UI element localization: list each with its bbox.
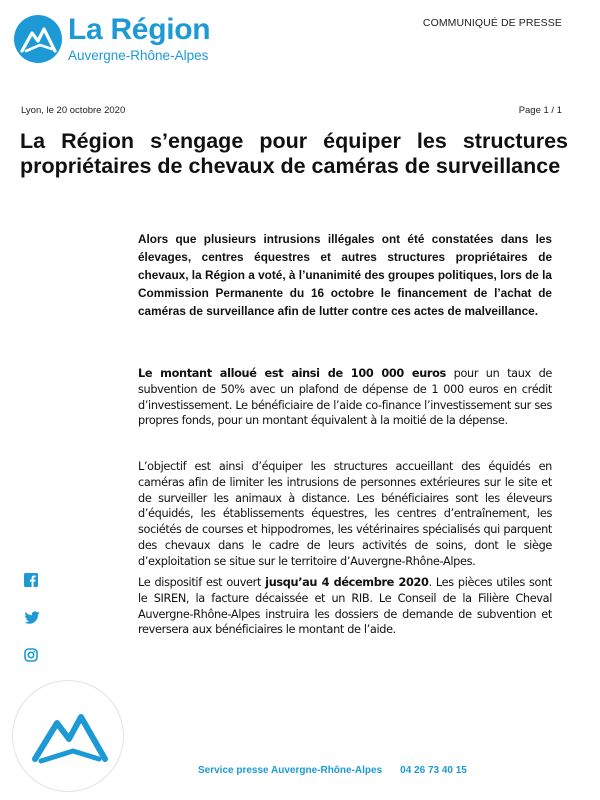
paragraph-objective: L’objectif est ainsi d’équiper les structures accueillant des équidés en caméras afin de limiter les intrusions de personnes extérieures sur le site et de surveiller les animaux à distance. Les bénéficiaires sont les éleveurs d’équidés, les établissements équestres, les centres d’entraînement, les sociétés de courses et hippodromes, les vétérinaires spécialisés qui parquent des chevaux dans le cadre de leurs activités de soins, dont le siège d’exploitation se situe sur le territoire d’Auvergne-Rhône-Alpes. <box>138 460 552 568</box>
document-type: COMMUNIQUÉ DE PRESSE <box>422 17 562 29</box>
paragraph-deadline <box>138 575 552 638</box>
paragraph-funding <box>138 366 552 429</box>
lead-paragraph: Alors que plusieurs intrusions illégales ont été constatées dans les élevages, centres équestres et autres structures propriétaires de chevaux, la Région a voté, à l’unanimité des groupes politiques, lors de la Commission Permanente du 16 octobre le financement de l’achat de caméras de surveillance afin de lutter contre ces actes de malveillance. <box>138 232 552 318</box>
twitter-icon[interactable] <box>24 611 40 630</box>
press-service-label: Service presse Auvergne-Rhône-Alpes <box>198 765 383 776</box>
logo-subtitle: Auvergne-Rhône-Alpes <box>68 48 209 64</box>
logo-title: La Région <box>68 13 211 47</box>
press-phone-number[interactable]: 04 26 73 40 15 <box>400 765 467 776</box>
region-logo-mark-icon <box>14 15 62 63</box>
document-date: Lyon, le 20 octobre 2020 <box>21 105 126 116</box>
deadline-details-text: . Les pièces utiles sont le SIREN, la facture décaissée et un RIB. Le Conseil de la Filière Cheval Auvergne-Rhône-Alpes instruira les dossiers de demande de subvention et reversera aux bénéficiaires le montant de l’aide. <box>138 576 553 637</box>
deadline-date-text: jusqu’au 4 décembre 2020 <box>265 576 429 589</box>
page-number: Page 1 / 1 <box>518 105 562 116</box>
funding-details-text: pour un taux de subvention de 50% avec un plafond de dépense de 1 000 euros en crédit d’investissement. Le bénéficiaire de l’aide co-finance l’investissement sur ses propres fonds, pour un montant équivalent à la moitié de la dépense. <box>138 367 552 428</box>
page-title: La Région s’engage pour équiper les structures propriétaires de chevaux de caméras de surveillance <box>20 129 568 178</box>
facebook-icon[interactable] <box>24 573 38 592</box>
funding-amount-text: Le montant alloué est ainsi de 100 000 euros <box>138 367 446 380</box>
region-emblem-icon <box>12 680 124 792</box>
press-contact-footer <box>198 765 467 776</box>
deadline-intro-text: Le dispositif est ouvert <box>138 576 266 589</box>
instagram-icon[interactable] <box>24 648 38 667</box>
region-logo <box>14 15 210 63</box>
